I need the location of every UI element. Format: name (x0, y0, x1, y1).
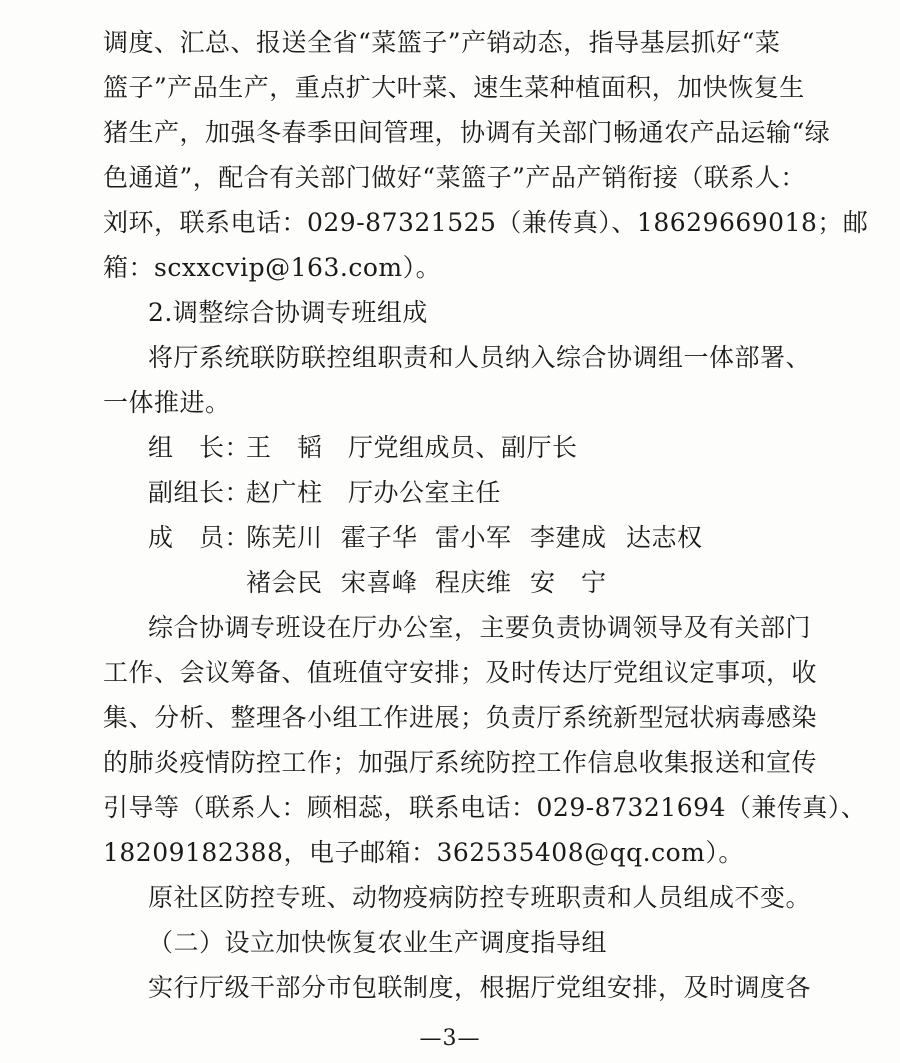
paragraph-line: 猪生产，加强冬春季田间管理，协调有关部门畅通农产品运输“绿 (103, 118, 831, 147)
paragraph-line: 的肺炎疫情防控工作；加强厅系统防控工作信息收集报送和宣传 (103, 748, 818, 777)
member-name: 陈芜川 (246, 523, 323, 552)
member-name: 李建成 (530, 523, 607, 552)
member-name: 雷小军 (435, 523, 512, 552)
deputy-value: 赵广柱 厅办公室主任 (246, 478, 502, 507)
paragraph-line: 箱：scxxcvip@163.com）。 (103, 253, 442, 282)
paragraph-line: 色通道”，配合有关部门做好“菜篮子”产品产销衔接（联系人： (103, 163, 806, 192)
section-heading: 2.调整综合协调专班组成 (148, 298, 428, 327)
paragraph-line: 实行厅级干部分市包联制度，根据厅党组安排，及时调度各 (148, 973, 812, 1002)
member-name: 程庆维 (435, 568, 512, 597)
leader-label: 组 长： (148, 433, 251, 462)
paragraph-line: 工作、会议筹备、值班值守安排；及时传达厅党组议定事项，收 (103, 658, 818, 687)
paragraph-line: 综合协调专班设在厅办公室，主要负责协调领导及有关部门 (148, 613, 812, 642)
paragraph-line: 一体推进。 (103, 388, 231, 417)
paragraph-line: 调度、汇总、报送全省“菜篮子”产销动态，指导基层抓好“菜 (103, 28, 781, 57)
deputy-label: 副组长： (148, 478, 251, 507)
page-number: —3— (419, 1026, 481, 1051)
section-heading: （二）设立加快恢复农业生产调度指导组 (148, 928, 608, 957)
paragraph-line: 篮子”产品生产，重点扩大叶菜、速生菜种植面积，加快恢复生 (103, 73, 805, 102)
member-name: 褚会民 (246, 568, 323, 597)
paragraph-line: 将厅系统联防联控组职责和人员纳入综合协调组一体部署、 (148, 343, 812, 372)
members-label: 成 员： (148, 523, 251, 552)
paragraph-line: 18209182388，电子邮箱：362535408@qq.com）。 (103, 838, 744, 867)
member-name: 宋喜峰 (341, 568, 418, 597)
leader-value: 王 韬 厅党组成员、副厅长 (246, 433, 578, 462)
paragraph-line: 集、分析、整理各小组工作进展；负责厅系统新型冠状病毒感染 (103, 703, 818, 732)
member-name: 达志权 (626, 523, 703, 552)
paragraph-line: 原社区防控专班、动物疫病防控专班职责和人员组成不变。 (148, 883, 812, 912)
paragraph-line: 刘环，联系电话：029-87321525（兼传真）、18629669018；邮 (103, 208, 869, 237)
member-name: 安 宁 (530, 568, 607, 597)
paragraph-line: 引导等（联系人：顾相蕊，联系电话：029-87321694（兼传真）、 (103, 793, 867, 822)
member-name: 霍子华 (341, 523, 418, 552)
